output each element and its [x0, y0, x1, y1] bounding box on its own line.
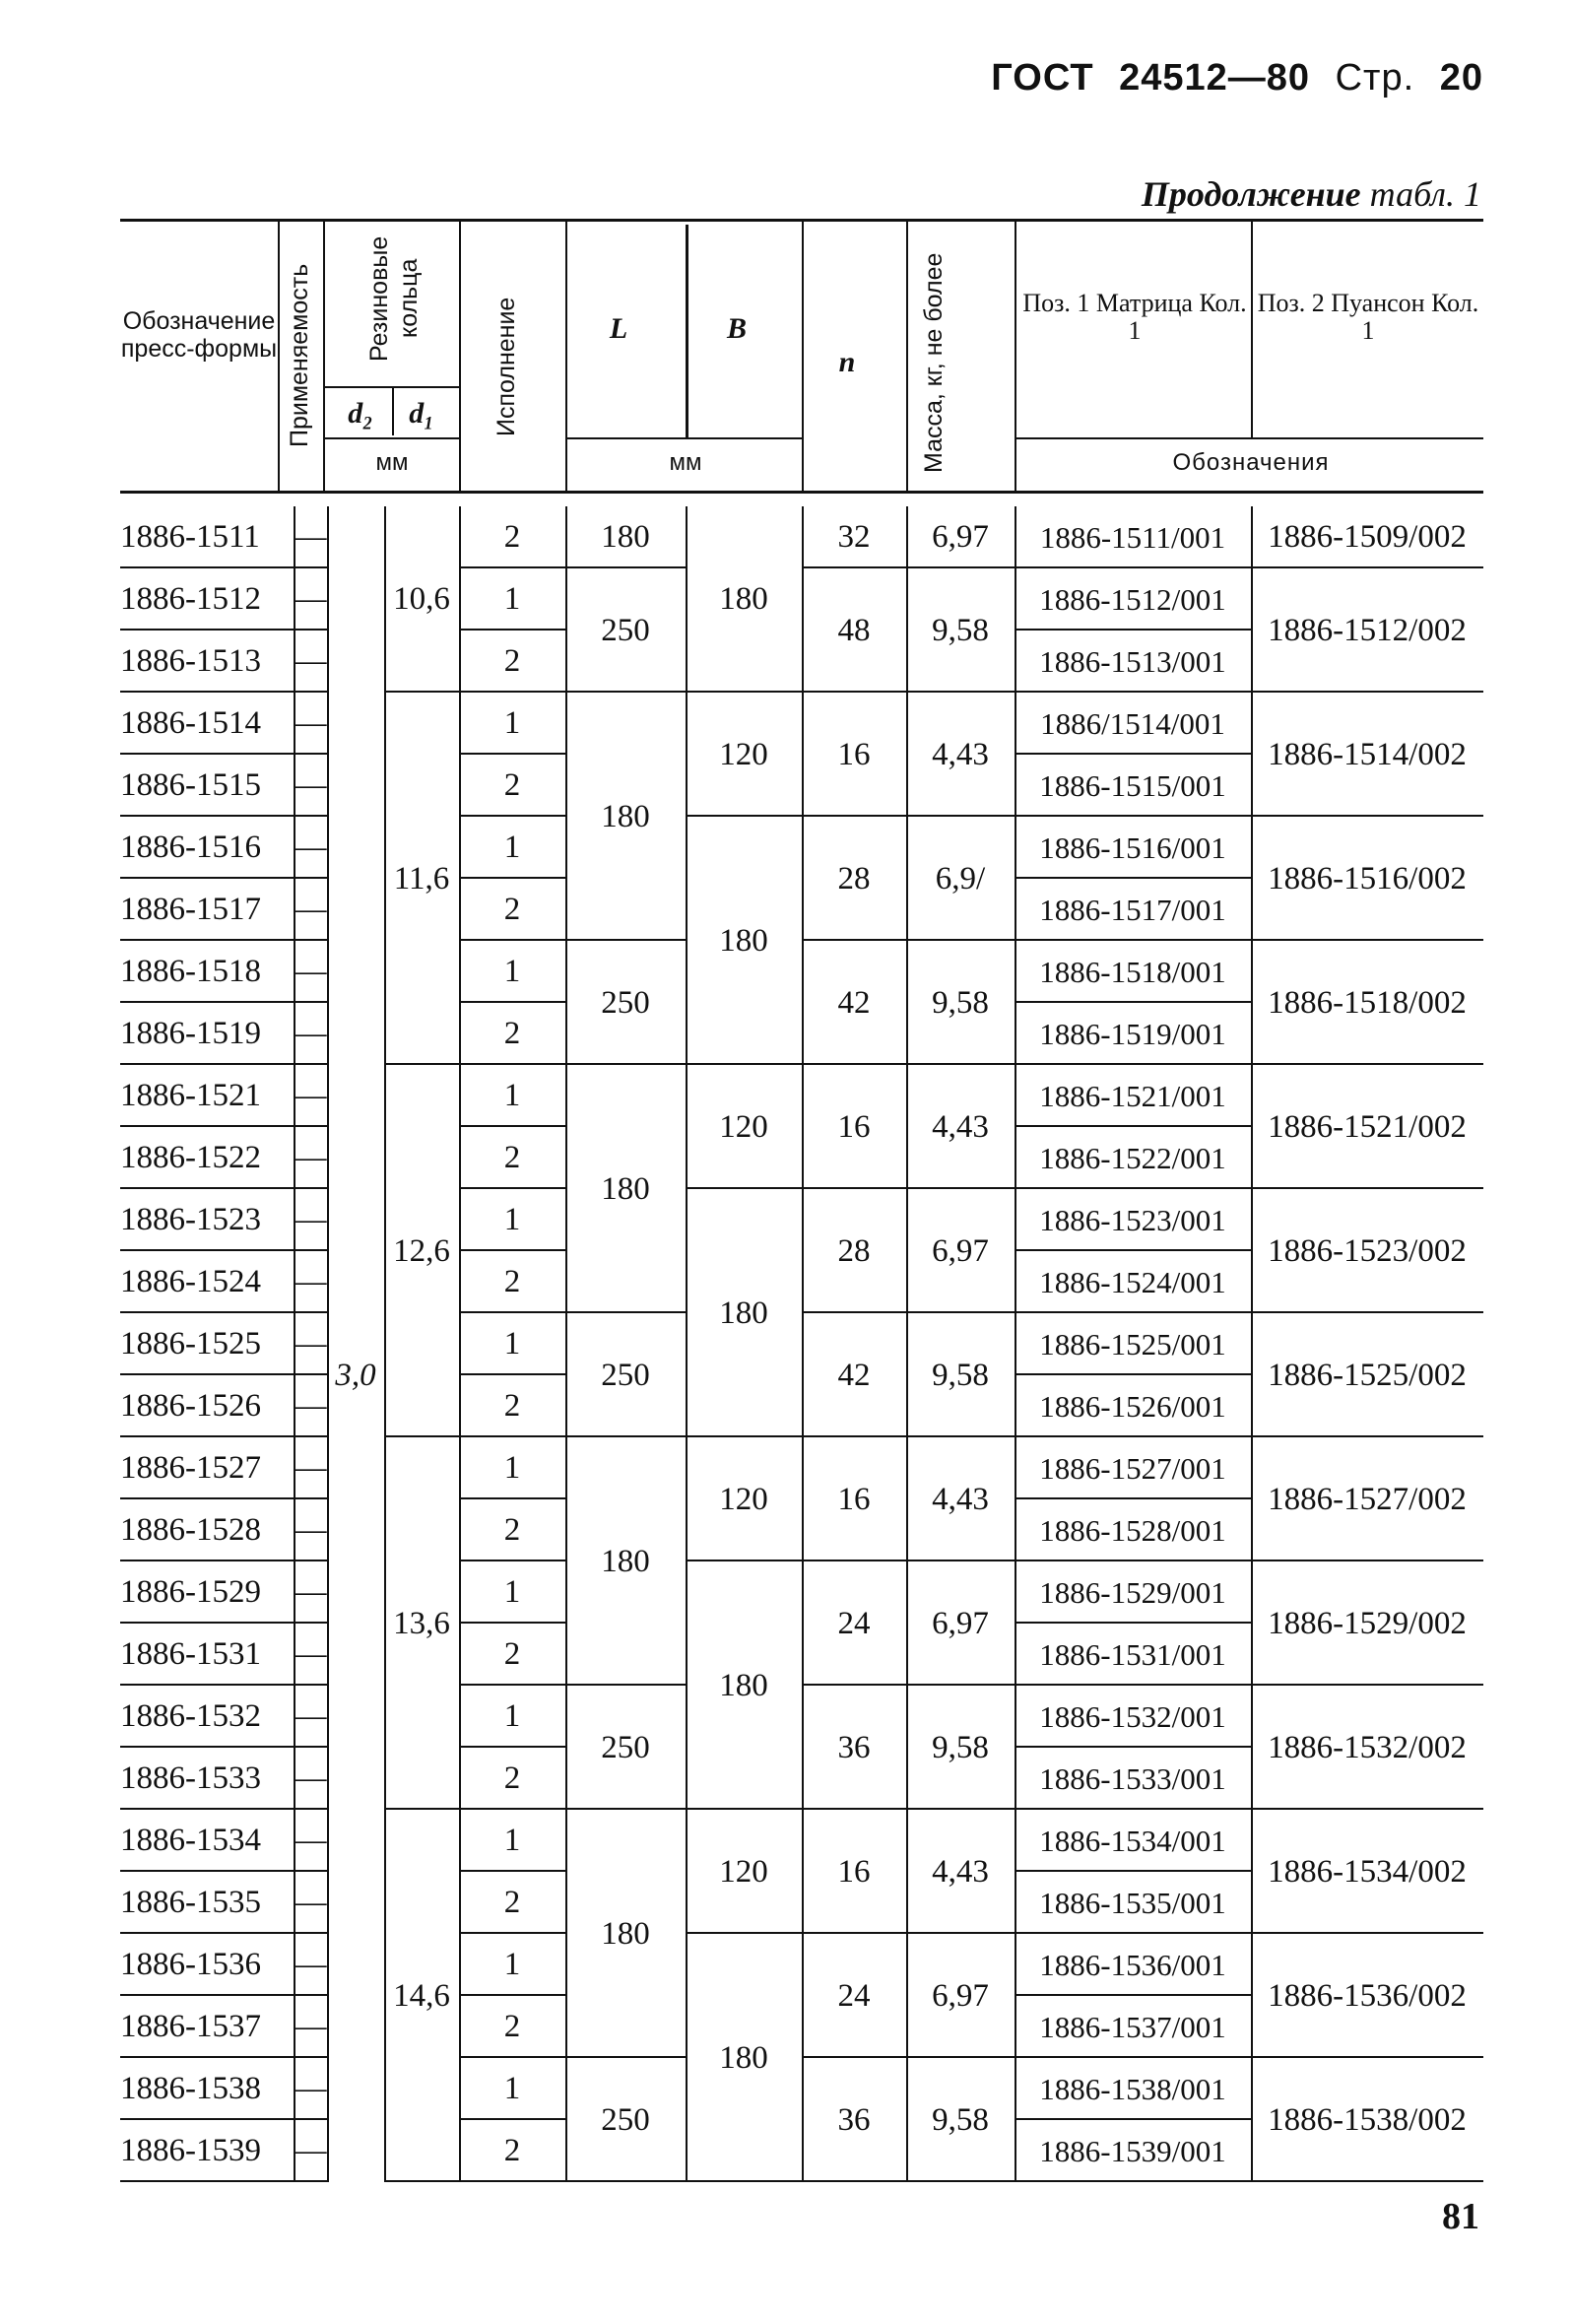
execution-cell: 2	[503, 767, 521, 803]
length-cell: 180	[601, 1543, 650, 1579]
pos1-cell: 1886-1522/001	[1039, 1141, 1226, 1175]
pos1-cell: 1886-1527/001	[1039, 1451, 1226, 1486]
row-rule	[459, 2180, 565, 2182]
col-rubber-rings: Резиновые кольца	[365, 235, 423, 362]
execution-cell: 2	[503, 1264, 521, 1299]
pos1-cell: 1886-1524/001	[1039, 1265, 1226, 1299]
col-designation: Обозначение пресс-формы	[120, 307, 278, 363]
width-cell: 180	[719, 581, 768, 617]
execution-cell: 2	[503, 1885, 521, 1920]
applicability-cell: —	[294, 892, 327, 927]
width-cell: 120	[719, 1481, 768, 1517]
designation-cell: 1886-1514	[120, 705, 261, 741]
nm-rule	[802, 815, 1015, 817]
d1-cell-rule	[384, 2180, 459, 2182]
col-L: L	[609, 312, 628, 345]
pos1-cell: 1886-1516/001	[1039, 830, 1226, 865]
applicability-cell: —	[294, 1388, 327, 1424]
width-cell-rule	[686, 1932, 802, 1934]
pos2-cell: 1886-1521/002	[1268, 1108, 1467, 1145]
applicability-cell: —	[294, 581, 327, 617]
execution-cell: 2	[503, 892, 521, 927]
execution-cell: 1	[503, 830, 521, 865]
pos2-cell-rule	[1251, 1560, 1483, 1561]
length-cell: 180	[601, 1915, 650, 1952]
pos1-cell: 1886-1512/001	[1039, 582, 1226, 617]
col-d2: d₂	[348, 397, 373, 430]
col-execution: Исполнение	[492, 297, 520, 436]
d2-cell: 3,0	[335, 1357, 376, 1393]
designation-cell: 1886-1533	[120, 1760, 261, 1796]
width-cell-rule	[686, 2180, 802, 2182]
pos2-cell: 1886-1514/002	[1268, 736, 1467, 772]
width-cell: 120	[719, 1853, 768, 1890]
row-rule	[1015, 2180, 1251, 2182]
nm-rule	[802, 1063, 1015, 1065]
nm-rule	[802, 691, 1015, 693]
width-cell: 180	[719, 2039, 768, 2076]
applicability-cell: —	[294, 2009, 327, 2044]
mass-cell: 6,97	[932, 1977, 989, 2014]
n-cell: 28	[837, 860, 871, 896]
length-cell: 250	[601, 1729, 650, 1765]
pos1-cell: 1886-1511/001	[1039, 520, 1226, 555]
applicability-cell: —	[294, 1885, 327, 1920]
designation-cell: 1886-1532	[120, 1698, 261, 1734]
length-cell-rule	[565, 566, 686, 568]
length-cell: 180	[601, 519, 650, 555]
designation-cell: 1886-1534	[120, 1823, 261, 1858]
d1-cell-rule	[384, 1435, 459, 1437]
length-cell-rule	[565, 2180, 686, 2182]
width-cell-rule	[686, 691, 802, 693]
width-cell-rule	[686, 1560, 802, 1561]
width-cell: 180	[719, 922, 768, 959]
pos2-cell-rule	[1251, 566, 1483, 568]
hdr-vline	[1015, 219, 1016, 491]
applicability-cell: —	[294, 767, 327, 803]
nm-rule	[802, 2056, 1015, 2058]
hdr-vline	[802, 219, 804, 491]
execution-cell: 1	[503, 581, 521, 617]
execution-cell: 1	[503, 1078, 521, 1113]
execution-cell: 2	[503, 1140, 521, 1175]
designation-cell: 1886-1525	[120, 1326, 261, 1361]
n-cell: 42	[837, 1357, 871, 1393]
hdr-vline	[1251, 219, 1253, 437]
pos1-cell: 1886-1521/001	[1039, 1079, 1226, 1113]
applicability-cell: —	[294, 1016, 327, 1051]
execution-cell: 1	[503, 2071, 521, 2106]
nm-rule	[802, 566, 1015, 568]
pos2-cell: 1886-1529/002	[1268, 1605, 1467, 1641]
standard-number: 24512—80	[1119, 57, 1311, 99]
length-cell-rule	[565, 1435, 686, 1437]
col-applicability: Применяемость	[286, 263, 313, 448]
pos2-cell-rule	[1251, 691, 1483, 693]
execution-cell: 1	[503, 1823, 521, 1858]
execution-cell: 2	[503, 2133, 521, 2168]
designation-cell: 1886-1516	[120, 830, 261, 865]
length-cell-rule	[565, 691, 686, 693]
hdr-vline	[392, 386, 394, 435]
nm-rule	[802, 1311, 1015, 1313]
pos2-cell-rule	[1251, 1684, 1483, 1686]
designation-cell: 1886-1529	[120, 1574, 261, 1610]
d1-cell: 12,6	[393, 1232, 450, 1269]
execution-cell: 2	[503, 1760, 521, 1796]
designation-cell: 1886-1517	[120, 892, 261, 927]
pos1-cell: 1886-1537/001	[1039, 2010, 1226, 2044]
row-rule	[120, 2180, 294, 2182]
mass-cell: 9,58	[932, 1357, 989, 1393]
hdr-hline	[1015, 437, 1483, 439]
pos2-cell-rule	[1251, 1311, 1483, 1313]
hdr-vline	[906, 219, 908, 491]
length-cell-rule	[565, 2056, 686, 2058]
n-cell: 42	[837, 984, 871, 1021]
length-cell-rule	[565, 1684, 686, 1686]
col-mm-1: мм	[375, 449, 409, 476]
length-cell: 250	[601, 1357, 650, 1393]
hdr-vline	[323, 219, 325, 491]
applicability-cell: —	[294, 954, 327, 989]
length-cell-rule	[565, 1311, 686, 1313]
pos2-cell: 1886-1523/002	[1268, 1232, 1467, 1269]
pos1-cell: 1886-1531/001	[1039, 1637, 1226, 1672]
nm-rule	[802, 1560, 1015, 1561]
pos2-cell: 1886-1518/002	[1268, 984, 1467, 1021]
applicability-cell: —	[294, 705, 327, 741]
mass-cell: 9,58	[932, 984, 989, 1021]
pos2-cell: 1886-1538/002	[1268, 2101, 1467, 2138]
d1-cell: 11,6	[393, 860, 450, 896]
execution-cell: 1	[503, 1202, 521, 1237]
width-cell: 120	[719, 1108, 768, 1145]
applicability-cell: —	[294, 1450, 327, 1486]
col-pos2: Поз. 2 Пуансон Кол. 1	[1257, 289, 1479, 345]
page-header	[977, 57, 1483, 100]
col-n: n	[838, 346, 856, 378]
length-cell-rule	[565, 1063, 686, 1065]
designation-cell: 1886-1535	[120, 1885, 261, 1920]
pos1-cell: 1886-1515/001	[1039, 768, 1226, 803]
designation-cell: 1886-1531	[120, 1636, 261, 1672]
applicability-cell: —	[294, 1823, 327, 1858]
n-cell: 32	[837, 519, 871, 555]
d1-cell-rule	[384, 1808, 459, 1810]
execution-cell: 1	[503, 705, 521, 741]
execution-cell: 1	[503, 1450, 521, 1486]
body-vline	[384, 506, 386, 2182]
length-cell: 250	[601, 2101, 650, 2138]
width-cell: 180	[719, 1295, 768, 1331]
pos1-cell: 1886-1523/001	[1039, 1203, 1226, 1237]
hdr-vline	[565, 219, 567, 491]
pos1-cell: 1886-1525/001	[1039, 1327, 1226, 1361]
nm-rule	[802, 1435, 1015, 1437]
mass-cell: 4,43	[932, 1108, 989, 1145]
applicability-cell: —	[294, 1202, 327, 1237]
applicability-cell: —	[294, 1326, 327, 1361]
execution-cell: 2	[503, 2009, 521, 2044]
pos2-cell-rule	[1251, 939, 1483, 941]
execution-cell: 2	[503, 1016, 521, 1051]
width-cell-rule	[686, 1808, 802, 1810]
mass-cell: 9,58	[932, 1729, 989, 1765]
execution-cell: 1	[503, 1947, 521, 1982]
execution-cell: 2	[503, 643, 521, 679]
designation-cell: 1886-1513	[120, 643, 261, 679]
col-mass: Масса, кг, не более	[920, 252, 948, 473]
mass-cell: 4,43	[932, 1853, 989, 1890]
execution-cell: 2	[503, 519, 521, 555]
nm-rule	[802, 1932, 1015, 1934]
applicability-cell: —	[294, 1947, 327, 1982]
execution-cell: 2	[503, 1636, 521, 1672]
mass-cell: 4,43	[932, 736, 989, 772]
applicability-cell: —	[294, 1760, 327, 1796]
n-cell: 16	[837, 736, 871, 772]
n-cell: 16	[837, 1481, 871, 1517]
hdr-vline	[278, 219, 280, 491]
applicability-cell: —	[294, 643, 327, 679]
mass-cell: 6,97	[932, 1605, 989, 1641]
col-designations: Обозначения	[1172, 449, 1330, 476]
pos2-cell: 1886-1509/002	[1268, 519, 1467, 555]
col-pos1: Поз. 1 Матрица Кол. 1	[1022, 289, 1247, 345]
n-cell: 36	[837, 2101, 871, 2138]
pos1-cell: 1886-1536/001	[1039, 1948, 1226, 1982]
pos1-cell: 1886-1518/001	[1039, 955, 1226, 989]
continuation-word: Продолжение	[1141, 174, 1361, 214]
designation-cell: 1886-1536	[120, 1947, 261, 1982]
n-cell: 48	[837, 612, 871, 648]
page-number: 81	[1442, 2196, 1479, 2237]
pos2-cell-rule	[1251, 1932, 1483, 1934]
length-cell: 180	[601, 798, 650, 834]
designation-cell: 1886-1521	[120, 1078, 261, 1113]
applicability-cell: —	[294, 1512, 327, 1548]
pos1-cell: 1886-1519/001	[1039, 1017, 1226, 1051]
nm-rule	[802, 2180, 1015, 2182]
width-cell-rule	[686, 815, 802, 817]
length-cell: 250	[601, 984, 650, 1021]
pos2-cell: 1886-1534/002	[1268, 1853, 1467, 1890]
col-d1: d₁	[409, 397, 434, 430]
mass-cell: 4,43	[932, 1481, 989, 1517]
pos1-cell: 1886-1526/001	[1039, 1389, 1226, 1424]
col-mm-2: мм	[669, 449, 702, 476]
hdr-hline	[323, 386, 459, 388]
row-rule	[294, 2180, 327, 2182]
length-cell-rule	[565, 1808, 686, 1810]
nm-rule	[802, 1684, 1015, 1686]
execution-cell: 1	[503, 1574, 521, 1610]
pos1-cell: 1886-1529/001	[1039, 1575, 1226, 1610]
nm-rule	[802, 1808, 1015, 1810]
pos2-cell-rule	[1251, 1808, 1483, 1810]
data-table	[120, 219, 1483, 2189]
pos2-cell-rule	[1251, 815, 1483, 817]
pos1-cell: 1886-1528/001	[1039, 1513, 1226, 1548]
n-cell: 16	[837, 1108, 871, 1145]
width-cell: 180	[719, 1667, 768, 1703]
hdr-hline	[323, 437, 459, 439]
n-cell: 16	[837, 1853, 871, 1890]
col-B: B	[726, 312, 747, 345]
standard-label: ГОСТ	[991, 57, 1094, 99]
designation-cell: 1886-1539	[120, 2133, 261, 2168]
d1-cell-rule	[384, 1063, 459, 1065]
applicability-cell: —	[294, 1078, 327, 1113]
page-no: 20	[1439, 57, 1483, 99]
designation-cell: 1886-1518	[120, 954, 261, 989]
pos1-cell: 1886-1538/001	[1039, 2072, 1226, 2106]
n-cell: 36	[837, 1729, 871, 1765]
designation-cell: 1886-1522	[120, 1140, 261, 1175]
d1-cell: 10,6	[393, 581, 450, 617]
execution-cell: 2	[503, 1388, 521, 1424]
mass-cell: 9,58	[932, 612, 989, 648]
length-cell: 180	[601, 1170, 650, 1207]
pos2-cell: 1886-1516/002	[1268, 860, 1467, 896]
page-label: Стр.	[1335, 57, 1415, 99]
nm-rule	[802, 939, 1015, 941]
pos2-cell: 1886-1525/002	[1268, 1357, 1467, 1393]
pos2-cell: 1886-1512/002	[1268, 612, 1467, 648]
table-continuation	[1142, 173, 1481, 215]
applicability-cell: —	[294, 2133, 327, 2168]
execution-cell: 1	[503, 954, 521, 989]
width-cell-rule	[686, 1435, 802, 1437]
applicability-cell: —	[294, 2071, 327, 2106]
hdr-hline	[565, 437, 802, 439]
designation-cell: 1886-1526	[120, 1388, 261, 1424]
hdr-vline	[686, 225, 688, 439]
d1-cell-rule	[384, 691, 459, 693]
pos2-cell-rule	[1251, 1435, 1483, 1437]
designation-cell: 1886-1524	[120, 1264, 261, 1299]
designation-cell: 1886-1512	[120, 581, 261, 617]
applicability-cell: —	[294, 830, 327, 865]
mass-cell: 9,58	[932, 2101, 989, 2138]
pos2-cell-rule	[1251, 1187, 1483, 1189]
width-cell: 120	[719, 736, 768, 772]
mass-cell: 6,9/	[935, 860, 986, 896]
designation-cell: 1886-1523	[120, 1202, 261, 1237]
pos1-cell: 1886-1513/001	[1039, 644, 1226, 679]
length-cell: 250	[601, 612, 650, 648]
pos2-cell-rule	[1251, 1063, 1483, 1065]
hdr-vline	[459, 219, 461, 491]
mass-cell: 6,97	[932, 519, 989, 555]
n-cell: 24	[837, 1605, 871, 1641]
pos1-cell: 1886-1533/001	[1039, 1761, 1226, 1796]
designation-cell: 1886-1511	[120, 519, 260, 555]
applicability-cell: —	[294, 1264, 327, 1299]
execution-cell: 1	[503, 1326, 521, 1361]
pos2-cell-rule	[1251, 2180, 1483, 2182]
width-cell-rule	[686, 1063, 802, 1065]
pos1-cell: 1886/1514/001	[1040, 706, 1225, 741]
designation-cell: 1886-1515	[120, 767, 261, 803]
n-cell: 24	[837, 1977, 871, 2014]
pos2-cell: 1886-1536/002	[1268, 1977, 1467, 2014]
execution-cell: 2	[503, 1512, 521, 1548]
length-cell-rule	[565, 939, 686, 941]
applicability-cell: —	[294, 1574, 327, 1610]
pos2-cell: 1886-1527/002	[1268, 1481, 1467, 1517]
designation-cell: 1886-1527	[120, 1450, 261, 1486]
applicability-cell: —	[294, 1140, 327, 1175]
d1-cell: 14,6	[393, 1977, 450, 2014]
applicability-cell: —	[294, 1698, 327, 1734]
pos1-cell: 1886-1517/001	[1039, 893, 1226, 927]
header-bottom-rule	[120, 491, 1483, 494]
width-cell-rule	[686, 1187, 802, 1189]
execution-cell: 1	[503, 1698, 521, 1734]
pos1-cell: 1886-1535/001	[1039, 1886, 1226, 1920]
continuation-table: табл. 1	[1369, 174, 1481, 214]
pos1-cell: 1886-1534/001	[1039, 1824, 1226, 1858]
designation-cell: 1886-1519	[120, 1016, 261, 1051]
mass-cell: 6,97	[932, 1232, 989, 1269]
pos1-cell: 1886-1532/001	[1039, 1699, 1226, 1734]
nm-rule	[802, 1187, 1015, 1189]
pos1-cell: 1886-1539/001	[1039, 2134, 1226, 2168]
applicability-cell: —	[294, 519, 327, 555]
d1-cell: 13,6	[393, 1605, 450, 1641]
n-cell: 28	[837, 1232, 871, 1269]
designation-cell: 1886-1537	[120, 2009, 261, 2044]
applicability-cell: —	[294, 1636, 327, 1672]
designation-cell: 1886-1528	[120, 1512, 261, 1548]
pos2-cell-rule	[1251, 2056, 1483, 2058]
designation-cell: 1886-1538	[120, 2071, 261, 2106]
pos2-cell: 1886-1532/002	[1268, 1729, 1467, 1765]
